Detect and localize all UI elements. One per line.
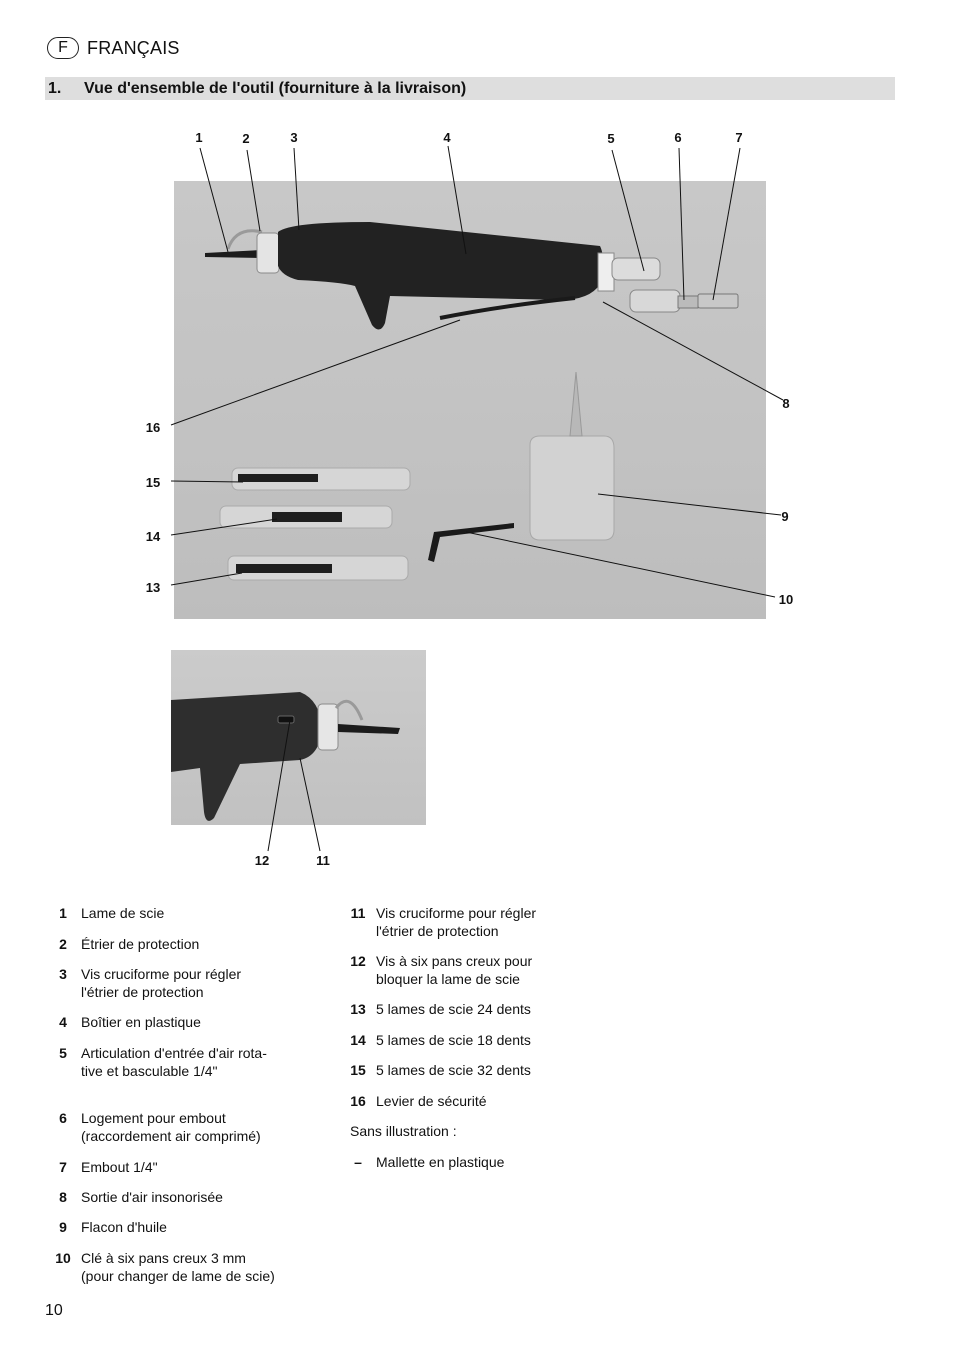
legend-item: 15 5 lames de scie 32 dents (350, 1062, 531, 1078)
legend-item: 2 Étrier de protection (59, 936, 200, 952)
legend-item: 14 5 lames de scie 18 dents (350, 1032, 531, 1048)
legend-item: – Mallette en plastique (354, 1154, 505, 1170)
legend-item: 7 Embout 1/4" (59, 1159, 158, 1175)
language-badge: F (47, 37, 79, 59)
detail-tool-drawing (171, 692, 400, 821)
callout-1: 1 (195, 130, 203, 145)
legend-item: 1 Lame de scie (59, 905, 165, 921)
section-title: Vue d'ensemble de l'outil (fourniture à la livraison) (84, 79, 467, 97)
legend-item: 10 Clé à six pans creux 3 mm (pour changer de lame de scie) (55, 1250, 275, 1284)
callout-2: 2 (242, 131, 250, 146)
callout-15: 15 (145, 475, 161, 490)
legend-item: 6 Logement pour embout (raccordement air comprimé) (59, 1110, 261, 1144)
chuck-drawing (257, 233, 279, 273)
callout-11: 11 (316, 853, 330, 868)
legend-item: 9 Flacon d'huile (59, 1219, 167, 1235)
legend-item: 3 Vis cruciforme pour régler l'étrier de protection (59, 966, 242, 1000)
callout-10: 10 (778, 592, 794, 607)
legend-item: 5 Articulation d'entrée d'air rota- tive et basculable 1/4" (59, 1045, 267, 1079)
section-number: 1. (48, 79, 62, 97)
not-shown-label: Sans illustration : (350, 1123, 457, 1139)
callout-3: 3 (290, 130, 298, 145)
nipple-drawing (698, 294, 738, 308)
callout-13: 13 (145, 580, 161, 595)
language-name: FRANÇAIS (87, 37, 180, 58)
callout-4: 4 (443, 130, 451, 145)
legend-item: 16 Levier de sécurité (350, 1093, 487, 1109)
saw-blade-drawing (205, 250, 262, 258)
legend-item: 4 Boîtier en plastique (59, 1014, 201, 1030)
safety-lever-drawing (440, 298, 575, 318)
legend-item: 12 Vis à six pans creux pour bloquer la lame de scie (350, 953, 533, 987)
callout-8: 8 (782, 396, 790, 411)
hex-key-drawing (428, 523, 514, 562)
callout-12: 12 (254, 853, 270, 868)
callout-6: 6 (674, 130, 682, 145)
legend-item: 13 5 lames de scie 24 dents (350, 1001, 531, 1017)
legend-item: 11 Vis cruciforme pour régler l'étrier de protection (350, 905, 537, 939)
tool-body-drawing (278, 222, 603, 330)
oil-bottle-drawing (530, 436, 614, 540)
callout-7: 7 (735, 130, 743, 145)
callout-5: 5 (607, 131, 615, 146)
legend-item: 8 Sortie d'air insonorisée (59, 1189, 223, 1205)
callout-9: 9 (781, 509, 789, 524)
callout-16: 16 (145, 420, 161, 435)
page-number: 10 (45, 1302, 63, 1319)
callout-14: 14 (145, 529, 161, 544)
